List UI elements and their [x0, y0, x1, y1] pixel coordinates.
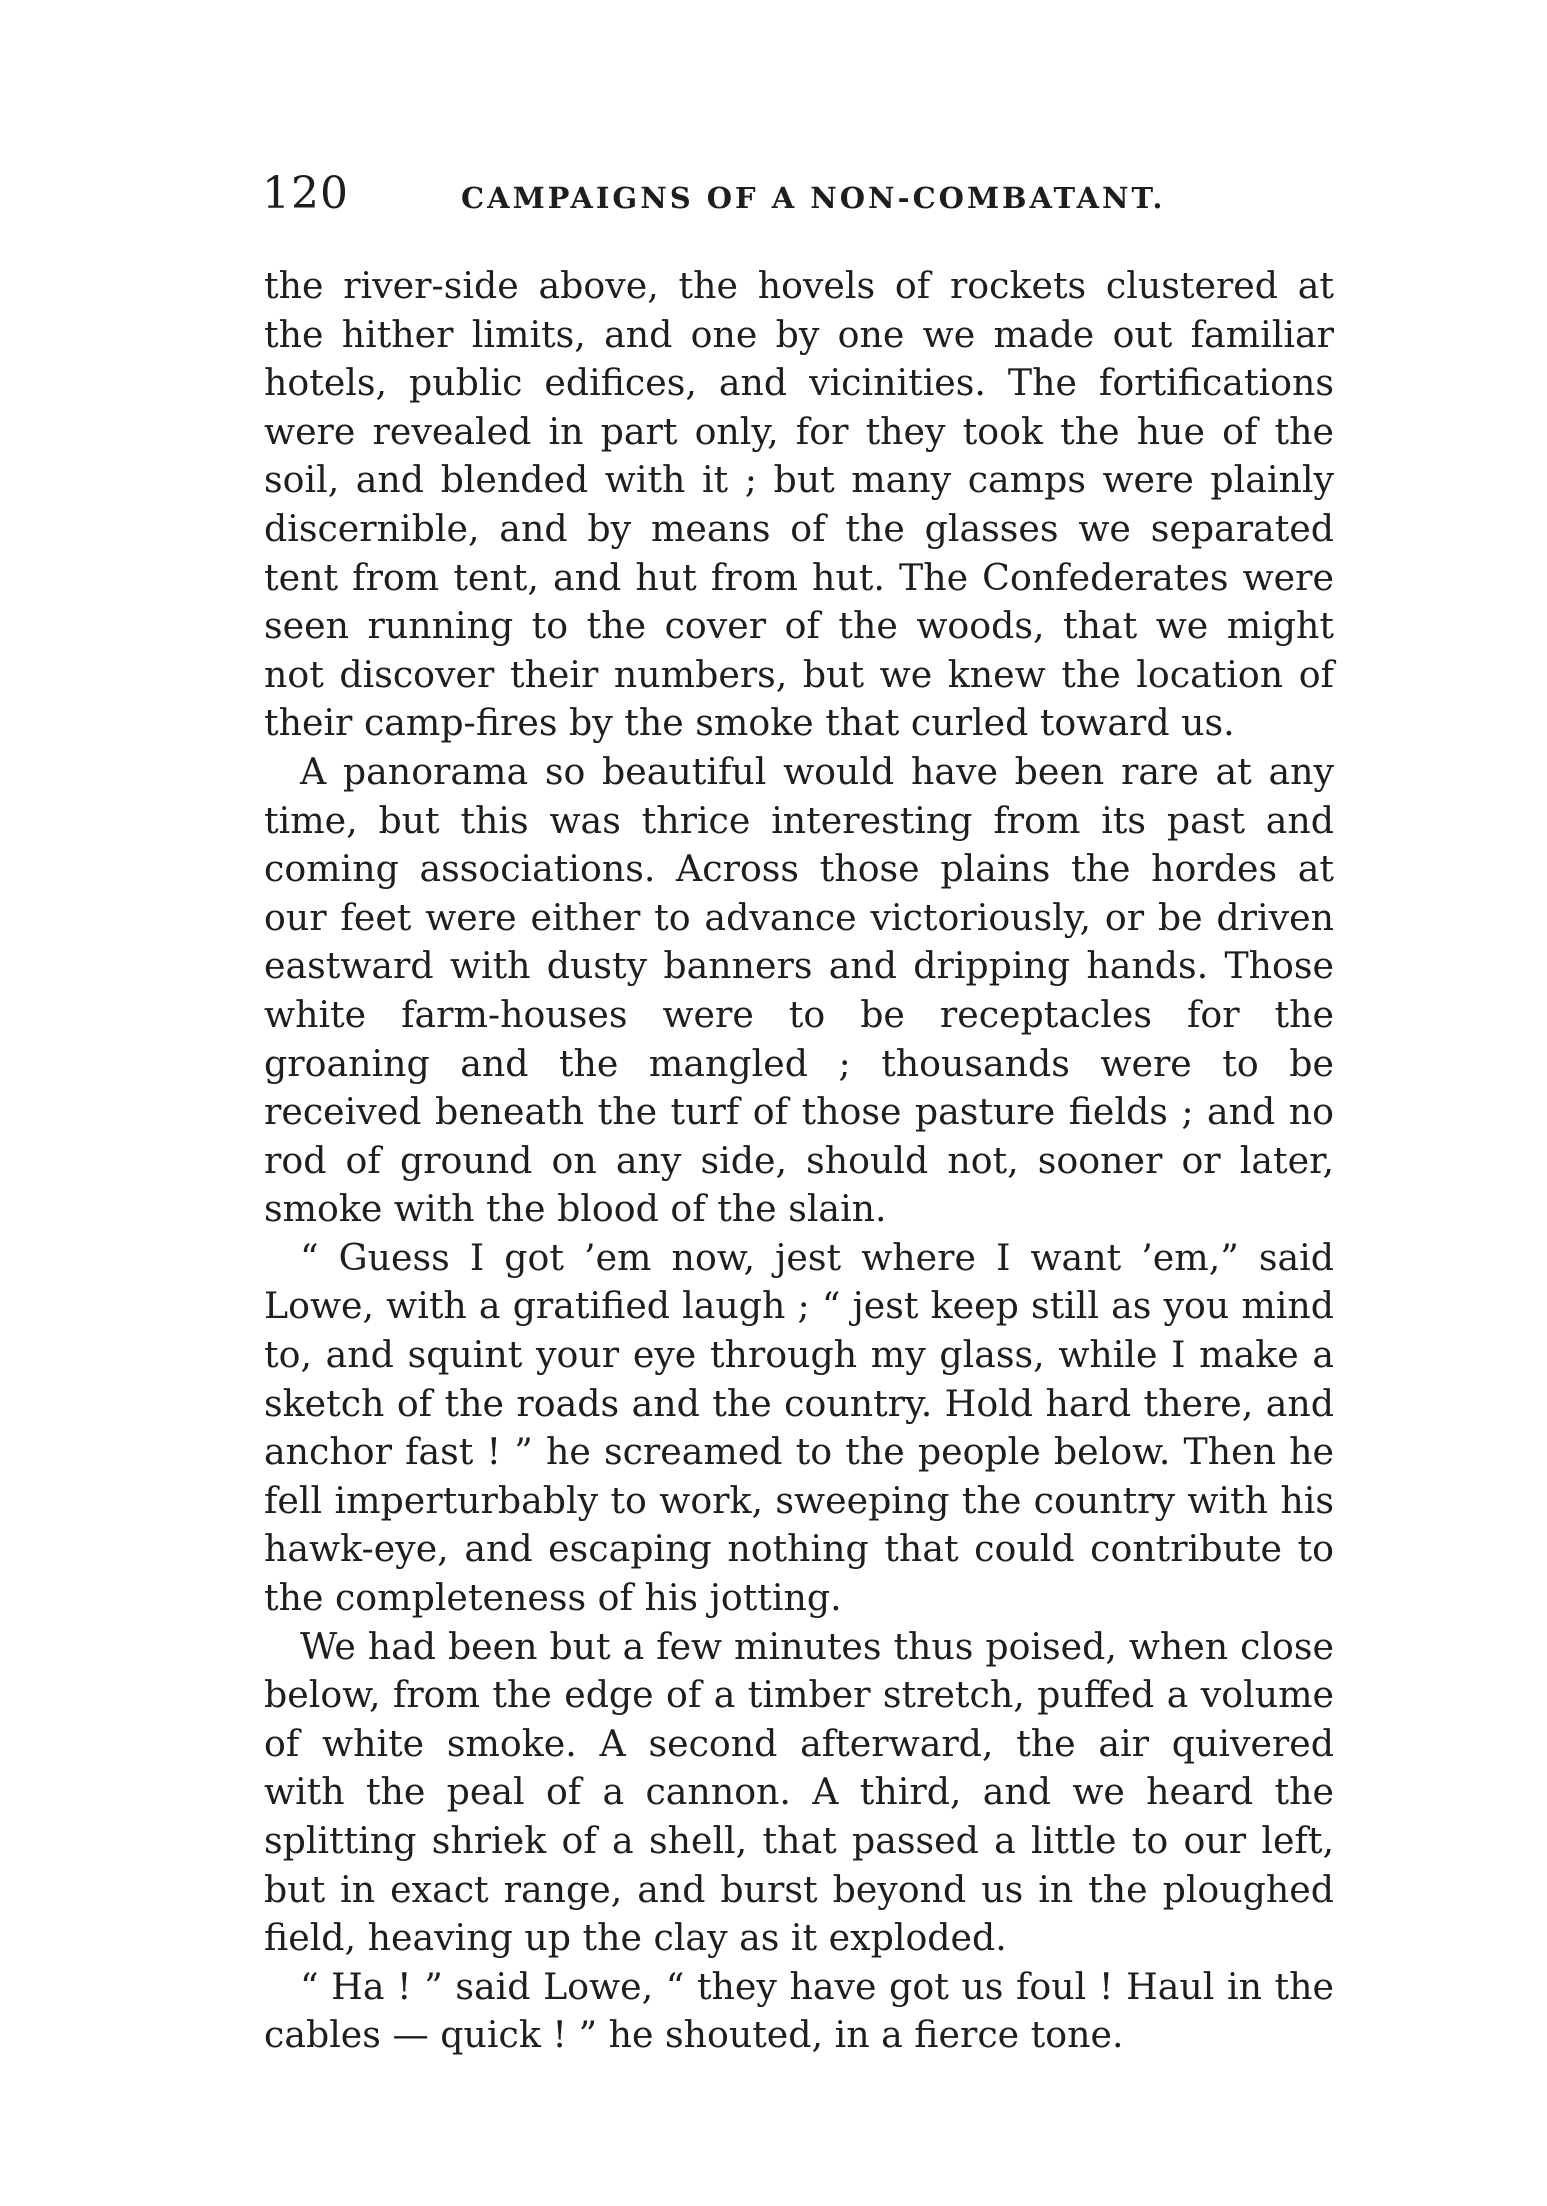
page-number: 120	[262, 168, 349, 219]
paragraph-1: the river-side above, the hovels of rockets clustered at the hither limits, and one by one we made out familiar hotels, public edifices, and vicinities. The fortifications were revealed in part only, for they took the hue of the soil, and blended with it ; but many camps were plainly discernible, and by means of the glasses we separated tent from tent, and hut from hut. The Confederates were seen running to the cover of the woods, that we might not discover their numbers, but we knew the location of their camp-fires by the smoke that curled toward us.	[264, 264, 1334, 745]
paragraph-5: “ Ha ! ” said Lowe, “ they have got us foul ! Haul in the cables — quick ! ” he shouted, in a fierce tone.	[264, 1964, 1334, 2057]
running-head	[262, 168, 1342, 228]
running-title: CAMPAIGNS OF A NON-COMBATANT.	[460, 181, 1166, 215]
paragraph-2: A panorama so beautiful would have been rare at any time, but this was thrice interesting from its past and coming associations. Across those plains the hordes at our feet were either to advance victoriously, or be driven eastward with dusty banners and dripping hands. Those white farm-houses were to be receptacles for the groaning and the mangled ; thousands were to be received beneath the turf of those pasture fields ; and no rod of ground on any side, should not, sooner or later, smoke with the blood of the slain.	[264, 749, 1334, 1231]
paragraph-4: We had been but a few minutes thus poised, when close below, from the edge of a timber stretch, puffed a volume of white smoke. A second afterward, the air quivered with the peal of a cannon. A third, and we heard the splitting shriek of a shell, that passed a little to our left, but in exact range, and burst beyond us in the ploughed field, heaving up the clay as it exploded.	[264, 1624, 1334, 1960]
body-text	[264, 262, 1334, 2060]
paragraph-3: “ Guess I got ’em now, jest where I want ’em,” said Lowe, with a gratified laugh ; “ jest keep still as you mind to, and squint your eye through my glass, while I make a sketch of the roads and the country. Hold hard there, and anchor fast ! ” he screamed to the people below. Then he fell imperturbably to work, sweeping the country with his hawk-eye, and escaping nothing that could contribute to the completeness of his jotting.	[264, 1235, 1334, 1620]
